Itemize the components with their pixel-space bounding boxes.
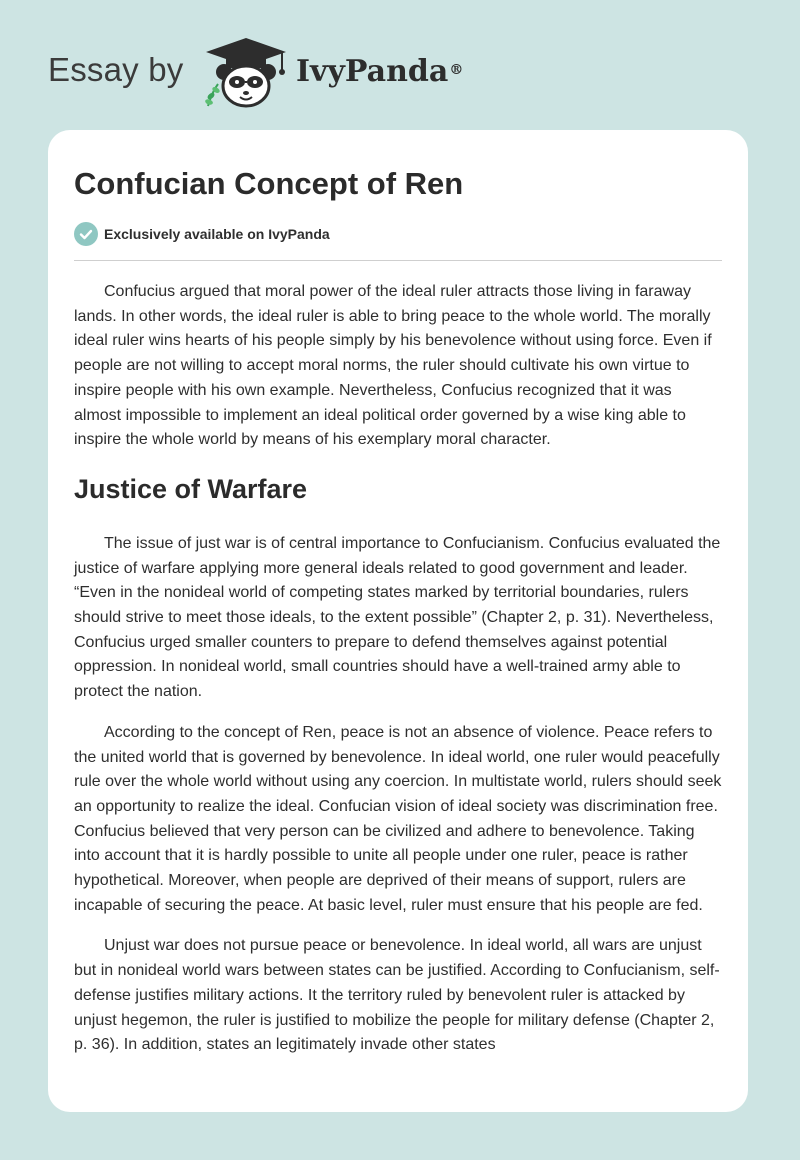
page-title: Confucian Concept of Ren — [74, 166, 464, 201]
essay-by-label: Essay by — [48, 51, 184, 88]
body-paragraph: According to the concept of Ren, peace is not an absence of violence. Peace refers to the united world that is governed by benevolence. In ideal world, one ruler would peacefully rule over the whole world without using any coercion. In multistate world, rulers should seek an opportunity to realize the ideal. Confucian vision of ideal society was discrimination free. Confucius believed that very person can be civilized and adhere to benevolence. Taking into account that it is hardly possible to unite all people under one ruler, peace is rather hypothetical. Moreover, when people are deprived of their means of support, rulers are incapable of securing the peace. At basic level, ruler must ensure that his people are fed. — [74, 723, 722, 914]
section-heading: Justice of Warfare — [74, 473, 308, 504]
brand-name[interactable] — [296, 52, 463, 92]
intro-paragraph: Confucius argued that moral power of the ideal ruler attracts those living in faraway lands. In other words, the ideal ruler is able to bring peace to the whole world. The morally ideal ruler wins hearts of his people simply by his benevolence without using force. Even if people are not willing to accept moral norms, the ruler should cultivate his own virtue to inspire people with his own example. Nevertheless, Confucius recognized that it was almost impossible to implement an ideal political order governed by a wise king able to inspire the whole world by means of his exemplary moral character. — [74, 283, 712, 449]
site-header — [0, 0, 800, 130]
body-paragraph: The issue of just war is of central importance to Confucianism. Confucius evaluated the justice of warfare applying more general ideals related to good government and leader. “Even in the nonideal world of competing states marked by territorial boundaries, rulers should strive to meet those ideals, to the extent possible” (Chapter 2, p. 31). Nevertheless, Confucius urged smaller counters to prepare to defend themselves against potential oppression. In nonideal world, small countries should have a well-trained army able to protect the nation. — [74, 534, 721, 701]
brand-name-text: IvyPanda — [296, 54, 449, 89]
check-circle-icon — [74, 222, 98, 246]
exclusive-badge — [74, 222, 330, 246]
panda-logo-icon[interactable] — [202, 36, 290, 108]
essay-card — [48, 130, 748, 1112]
exclusive-badge-label: Exclusively available on IvyPanda — [104, 226, 330, 242]
body-paragraph: Unjust war does not pursue peace or benevolence. In ideal world, all wars are unjust but in nonideal world wars between states can be justified. According to Confucianism, self-defense justifies military actions. It the territory ruled by benevolent ruler is attacked by unjust hegemon, the ruler is justified to mobilize the people for military defense (Chapter 2, p. 36). In addition, states an legitimately invade other states — [74, 937, 720, 1054]
essay-body — [74, 280, 722, 1074]
title-divider — [74, 260, 722, 261]
registered-mark: ® — [449, 62, 464, 78]
